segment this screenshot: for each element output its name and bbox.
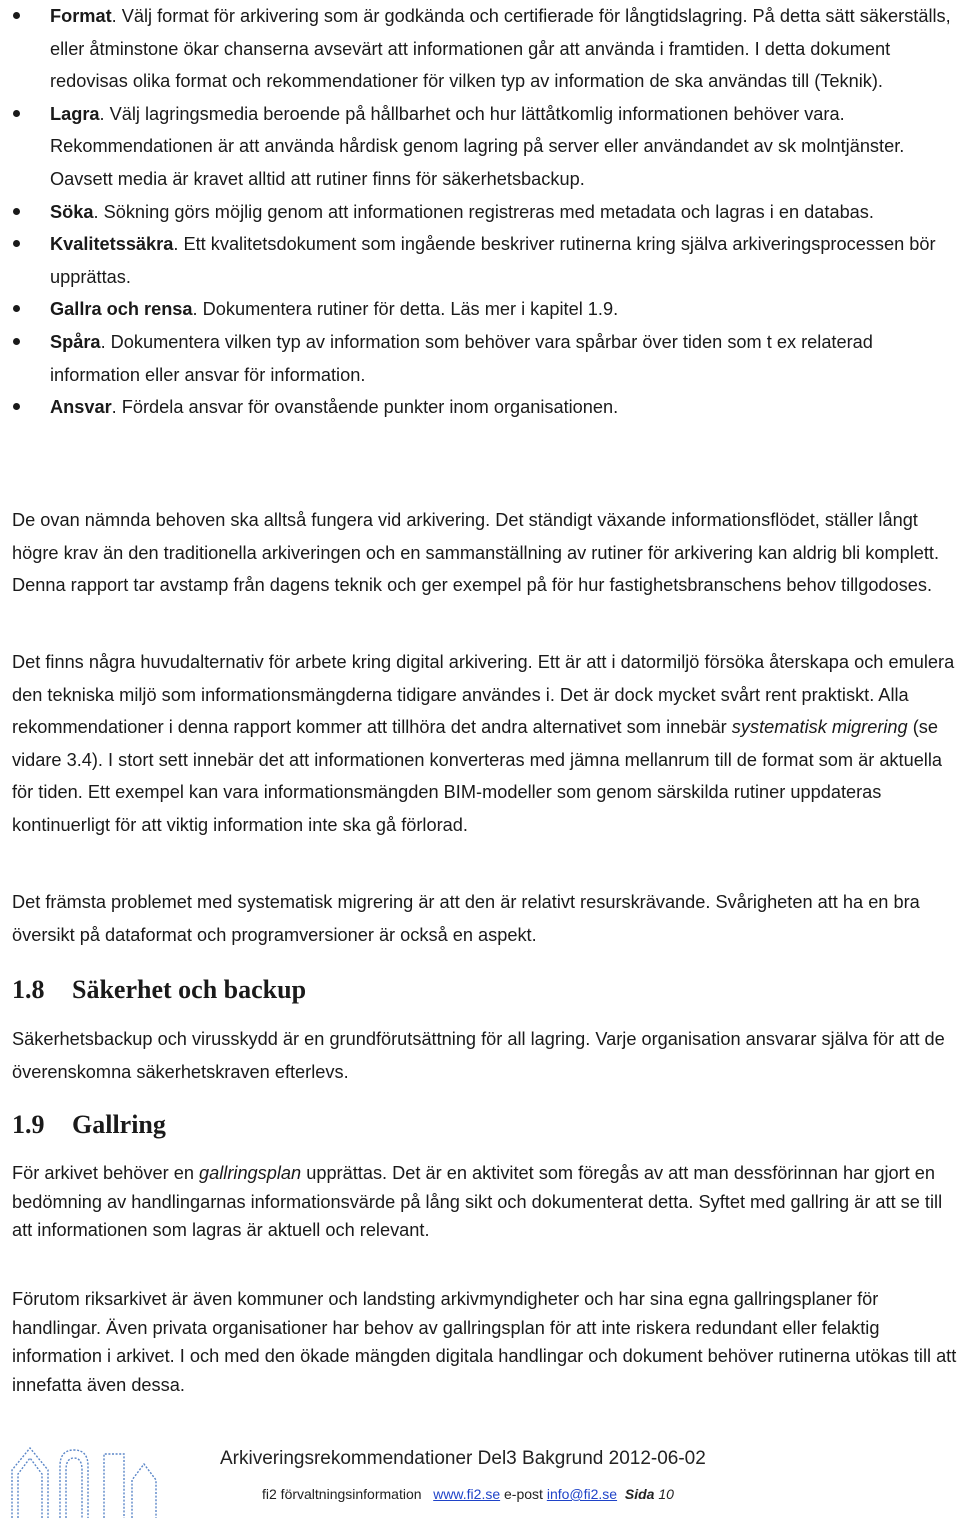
bullet-label: Lagra <box>50 103 100 124</box>
section-title: Gallring <box>72 1110 166 1139</box>
bullet-icon <box>13 240 20 247</box>
section-heading-1-8 <box>12 975 306 1005</box>
bullet-icon <box>13 338 20 345</box>
fi2-logo-icon <box>8 1440 158 1520</box>
bullet-icon <box>13 305 20 312</box>
paragraph-backup: Säkerhetsbackup och virusskydd är en grundförutsättning för all lagring. Varje organisation ansvarar själva för att de överenskomna säkerhetskraven efterlevs. <box>12 1029 945 1082</box>
bullet-icon <box>13 110 20 117</box>
requirements-list <box>10 0 955 424</box>
bullet-icon <box>13 12 20 19</box>
bullet-label: Kvalitetssäkra <box>50 234 174 255</box>
paragraph-migration-problem: Det främsta problemet med systematisk migrering är att den är relativt resurskrävande. Svårigheten att ha en bra översikt på dataformat och programversioner är också en aspekt. <box>12 892 920 945</box>
section-heading-1-9 <box>12 1110 166 1140</box>
bullet-label: Spåra <box>50 331 101 352</box>
list-item <box>10 98 955 196</box>
paragraph-requirements-summary: De ovan nämnda behoven ska alltså fungera vid arkivering. Det ständigt växande informationsflödet, ställer långt högre krav än den traditionella arkiveringen och en sammanställning av rutiner för arkivering kan aldrig bli komplett. Denna rapport tar avstamp från dagens teknik och ger exempel på för hur fastighetsbranschens behov tillgodoses. <box>12 510 940 596</box>
bullet-icon <box>13 403 20 410</box>
bullet-text: . Sökning görs möjlig genom att informationen registreras med metadata och lagras i en databas. <box>93 201 874 222</box>
section-number: 1.8 <box>12 975 45 1004</box>
section-number: 1.9 <box>12 1110 45 1139</box>
footer-document-title: Arkiveringsrekommendationer Del3 Bakgrund 2012-06-02 <box>220 1448 706 1469</box>
list-item <box>10 228 955 293</box>
paragraph-migration-alternatives <box>12 646 957 842</box>
bullet-label: Format <box>50 6 112 26</box>
emphasis-text: systematisk migrering <box>731 717 908 738</box>
section-title: Säkerhet och backup <box>72 975 307 1004</box>
list-item <box>10 326 955 391</box>
bullet-text: . Dokumentera vilken typ av information som behöver vara spårbar över tiden som t ex relaterad information eller ansvar för information. <box>50 331 873 385</box>
page-number: 10 <box>658 1486 674 1502</box>
paragraph-text: Det finns några huvudalternativ för arbete kring digital arkivering. Ett är att i datormiljö försöka återskapa och emulera den tekniska miljö som informationsmängderna tidigare användes i. Det är dock mycket svårt rent praktiskt. Alla rekommendationer i denna rapport kommer att tillhöra det andra alternativet som innebär <box>12 652 955 738</box>
bullet-label: Gallra och rensa <box>50 299 193 320</box>
paragraph-gallring-plan <box>12 1159 957 1245</box>
email-link[interactable]: info@fi2.se <box>546 1486 618 1502</box>
website-link[interactable]: www.fi2.se <box>433 1486 501 1502</box>
footer-contact-line <box>262 1486 674 1502</box>
page-label: Sida <box>624 1486 655 1502</box>
list-item <box>10 391 955 424</box>
bullet-text: . Välj format för arkivering som är godkända och certifierade för långtidslagring. På detta sätt säkerställs, eller åtminstone ökar chanserna avsevärt att informationen går att använda i framtiden. I detta dokument redovisas olika format och rekommendationer för vilken typ av information de ska användas till (Teknik). <box>50 6 951 92</box>
bullet-icon <box>13 208 20 215</box>
list-item <box>10 196 955 229</box>
paragraph-text: För arkivet behöver en <box>12 1163 200 1183</box>
bullet-text: . Fördela ansvar för ovanstående punkter inom organisationen. <box>111 397 619 418</box>
bullet-text: . Dokumentera rutiner för detta. Läs mer i kapitel 1.9. <box>192 299 619 320</box>
bullet-label: Ansvar <box>50 397 112 418</box>
bullet-label: Söka <box>50 201 94 222</box>
list-item <box>10 293 955 326</box>
footer-company: fi2 förvaltningsinformation <box>262 1486 422 1502</box>
emphasis-text: gallringsplan <box>199 1163 302 1183</box>
email-label: e-post <box>504 1486 543 1502</box>
paragraph-gallring-authorities: Förutom riksarkivet är även kommuner och landsting arkivmyndigheter och har sina egna gallringsplaner för handlingar. Även privata organisationer har behov av gallringsplan för att inte riskera redundant eller felaktig information i arkivet. I och med den ökade mängden digitala handlingar och dokument behöver rutinerna utökas till att innefatta även dessa. <box>12 1289 957 1395</box>
list-item <box>10 0 955 98</box>
paragraph-text: (se vidare 3.4). I stort sett innebär det att informationen konverteras med jämna mellanrum till de format som är aktuella för tiden. Ett exempel kan vara informationsmängden BIM-modeller som genom särskilda rutiner uppdateras kontinuerligt för att viktig information inte ska gå förlorad. <box>12 717 943 835</box>
bullet-text: . Välj lagringsmedia beroende på hållbarhet och hur lättåtkomlig informationen behöver vara. Rekommendationen är att använda hårdisk genom lagring på server eller användandet av sk molntjänster. Oavsett media är kravet alltid att rutiner finns för säkerhetsbackup. <box>50 103 905 189</box>
bullet-text: . Ett kvalitetsdokument som ingående beskriver rutinerna kring själva arkiveringsprocessen bör upprättas. <box>50 234 936 287</box>
paragraph-text: upprättas. Det är en aktivitet som föregås av att man dessförinnan har gjort en bedömning av handlingarnas informationsvärde på lång sikt och dokumenterat detta. Syftet med gallring är att se till att informationen som lagras är aktuell och relevant. <box>12 1163 943 1241</box>
